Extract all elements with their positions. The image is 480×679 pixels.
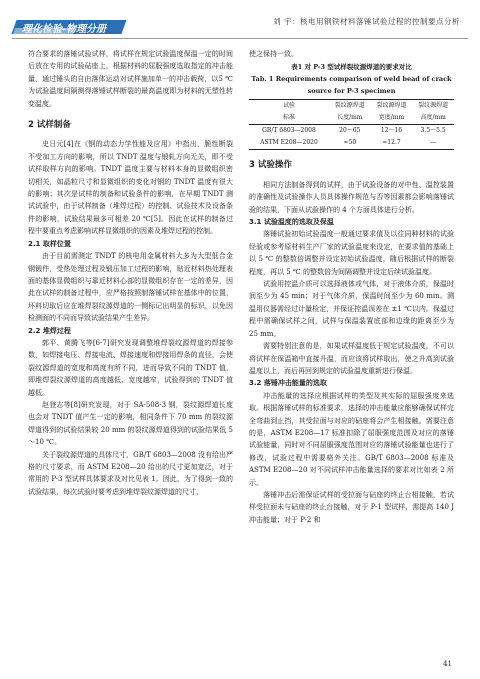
paragraph: 郭平、黄腾飞等[6-7]研究发现调整堆焊裂纹源焊道的焊接参数，如焊接电压、焊接电流、焊接速度和焊接用焊条的直径，会使裂纹源焊道的宽度和高度有所不同，进而导致不同的 TNDT 值，即堆焊裂纹源焊道的高度越低、宽度越窄，试验得到的 TNDT 值越低。 [28, 338, 233, 397]
weld-bead-table [249, 99, 454, 150]
table-header-cell: 标准 [249, 112, 329, 125]
table-cell: 20～65 [339, 127, 361, 135]
paragraph: 需要特别注意的是，如果试样温度低于规定试验温度，不可以将试样在保温箱中直接升温，而应该将试样取出，使之升高到试验温度以上，而后再回到规定的试验温度重新进行保温。 [249, 342, 454, 375]
paragraph: 赵登志等[8]研究发现，对于 SA-508-3 钢，裂纹源焊道长度也会对 TNDT 值产生一定的影响，相同条件下 70 mm 的裂纹源焊道得到的试验结果较 20 mm 的裂纹源焊道得到的试验结果低 5～10 ℃。 [28, 400, 233, 447]
table-row [249, 125, 454, 138]
running-title: 刘 宇：核电用钢铁材料落锤试验过程的控制要点分析 [273, 17, 460, 26]
paragraph: 落锤冲击后需保证试样的受拉面与砧座的终止台相接触，若试样受拉面未与砧座的终止台接触，对于 P-1 型试样，需提高 140 J 冲击能量；对于 P-2 和 [249, 490, 454, 524]
table-header-cell: 裂纹源焊道 [412, 100, 454, 113]
paragraph: 由于目前需测定 TNDT 的核电用金属材料大多为大型低合金钢锻件，受热处理过程及锻压加工过程的影响，贴近材料热处理表面的基体显微组织与靠近材料心部的显微组织存在一定的差异，因此在试样的制备过程中，应严格按照制落锤试样在基体中的位置，坏料切取后应在堆焊裂纹源焊道的一侧标记出明显的标识，以免因检测面的不同而导致试验结果产生差异。 [28, 252, 233, 323]
right-column [249, 48, 454, 526]
journal-logo [14, 14, 134, 38]
paragraph: 落锤试验初始试验温度一般通过要求值及以往同种材料的试验经验或参考原材料生产厂家的试验温度来设定，在要求值的基础上以 5 ℃ 的整数倍调整并设定初始试验温度，随后根据试样的断裂程度，再以 5 ℃ 的整数倍为间隔调整并设定后续试验温度。 [249, 230, 454, 276]
table-cell: 3.5～5.5 [420, 127, 446, 135]
paragraph: 冲击能量的选择应根据试样的类型及其实际的屈服强度来选取。根据落锤试样的标准要求，选择的冲击能量应能够确保试样完全弯曲到止挡，其受拉面与对应的砧座将会产生相接触。需要注意的是，ASTM E208—17 标准扣除了屈服强度范围及对应的落锤试验能量，同时对不同屈服强度范围对应的落锤试验能量也进行了修改，试验过程中需要格外关注。GB/T 6803—2008 标准及 ASTM E208—20 对不同试样冲击能量选择的要求对比如表 2 所示。 [249, 391, 454, 487]
table-header-cell: 高度/mm [412, 112, 454, 125]
section-3-title: 3 试验操作 [249, 160, 292, 171]
table-cell: ASTM E208—2020 [249, 137, 329, 150]
header-rule [12, 38, 468, 39]
page-number: 41 [443, 660, 452, 668]
table-caption-en: Tab. 1 Requirements comparison of weld bead of crack [251, 75, 452, 84]
table-cell: — [412, 137, 454, 150]
section-2-title: 2 试样制备 [28, 120, 71, 131]
table-header-cell: 裂纹源焊道 [371, 100, 413, 113]
table-cell: ≈12.7 [371, 137, 413, 150]
table-caption-en-2: source for P-3 specimen [307, 87, 396, 96]
subsection-3-2-title: 3.2 落锤冲击能量的选取 [249, 379, 327, 388]
table-header-cell: 宽度/mm [371, 112, 413, 125]
paragraph: 符合要求的落锤试验试样，将试样在规定试验温度保温一定的时间后放在专用的试验砧座上，根据材料的屈服强度选取指定的冲击能量，通过锤头的自由落体运动对试样施加单一的冲击载荷，以5 ℃为试验温度间隔测得落锤试样断裂的最高温度即为材料的无塑性转变温度。 [28, 50, 233, 108]
subsection-2-1-title: 2.1 取样位置 [28, 239, 71, 248]
paragraph: 使之保持一致。 [249, 50, 298, 58]
subsection-3-1-title: 3.1 试验温度的选取及保温 [249, 218, 334, 227]
table-cell: GB/T 6803—2008 [262, 127, 316, 135]
left-column [28, 48, 233, 498]
table-row [249, 137, 454, 150]
paragraph: 史日元[4]在《钢的动态力学性能及应用》中指出，脆性断裂不受加工方向的影响，所以 TNDT 温度与锻轧方向无关，即不受试样取样方向的影响。TNDT 温度主要与材料本身的显微组织密切相关，如晶粒尺寸和显微组织的变化对钢的 TNDT 温度有很大的影响；其次是试样的制备和试验条件的影响，在早期 TNDT 测试试验中，由于试样制备（堆焊过程）的控制、试验技术及设备条件的影响，试验结果最多可相差 20 ℃[5]。因此在试样的制备过程中要重点考虑影响试样显微组织的因素及堆焊过程的控制。 [28, 140, 233, 236]
table-cell: ≈50 [329, 137, 371, 150]
page-header [0, 0, 480, 42]
subsection-2-2-title: 2.2 堆焊过程 [28, 326, 71, 335]
journal-logo-text: 理化检验-物理分册 [22, 24, 107, 35]
paragraph: 关于裂纹源焊道的具体尺寸，GB/T 6803—2008 没有给出严格的尺寸要求，而 ASTM E208—20 给出的尺寸更加宽泛，对于常用的 P-3 型试样具体要求及对比见表 1。因此，为了得到一致的试验结果，每次试验时要考虑到堆焊裂纹源焊道的尺寸， [28, 450, 233, 496]
table-header-cell: 长度/mm [329, 112, 371, 125]
paragraph: 试验用控温介质可以选择液体或气体，对于液体介质，保温时间至少为 45 min；对于气体介质，保温时间至少为 60 min。测温用仪器需经过计量检定，并保证控温误差在 ±1 ℃以内。保温过程中需确保试样之间，试样与保温装置底部和边缘的距离至少为 25 mm。 [249, 280, 454, 338]
table-header-cell: 裂纹源焊道 [329, 100, 371, 113]
paragraph: 相同方法制备得到的试样，由于试验设备的对中性、温控装置的准确性及试验操作人员具体操作规范与否等因素都会影响落锤试验的结果，下面从试验操作的 4 个方面具体进行分析。 [249, 180, 454, 214]
table-caption-cn: 表1 对 P-3 型试样裂纹源焊道的要求对比 [291, 63, 412, 72]
table-cell: 12～16 [380, 127, 403, 135]
table-header-cell: 试验 [249, 100, 329, 113]
